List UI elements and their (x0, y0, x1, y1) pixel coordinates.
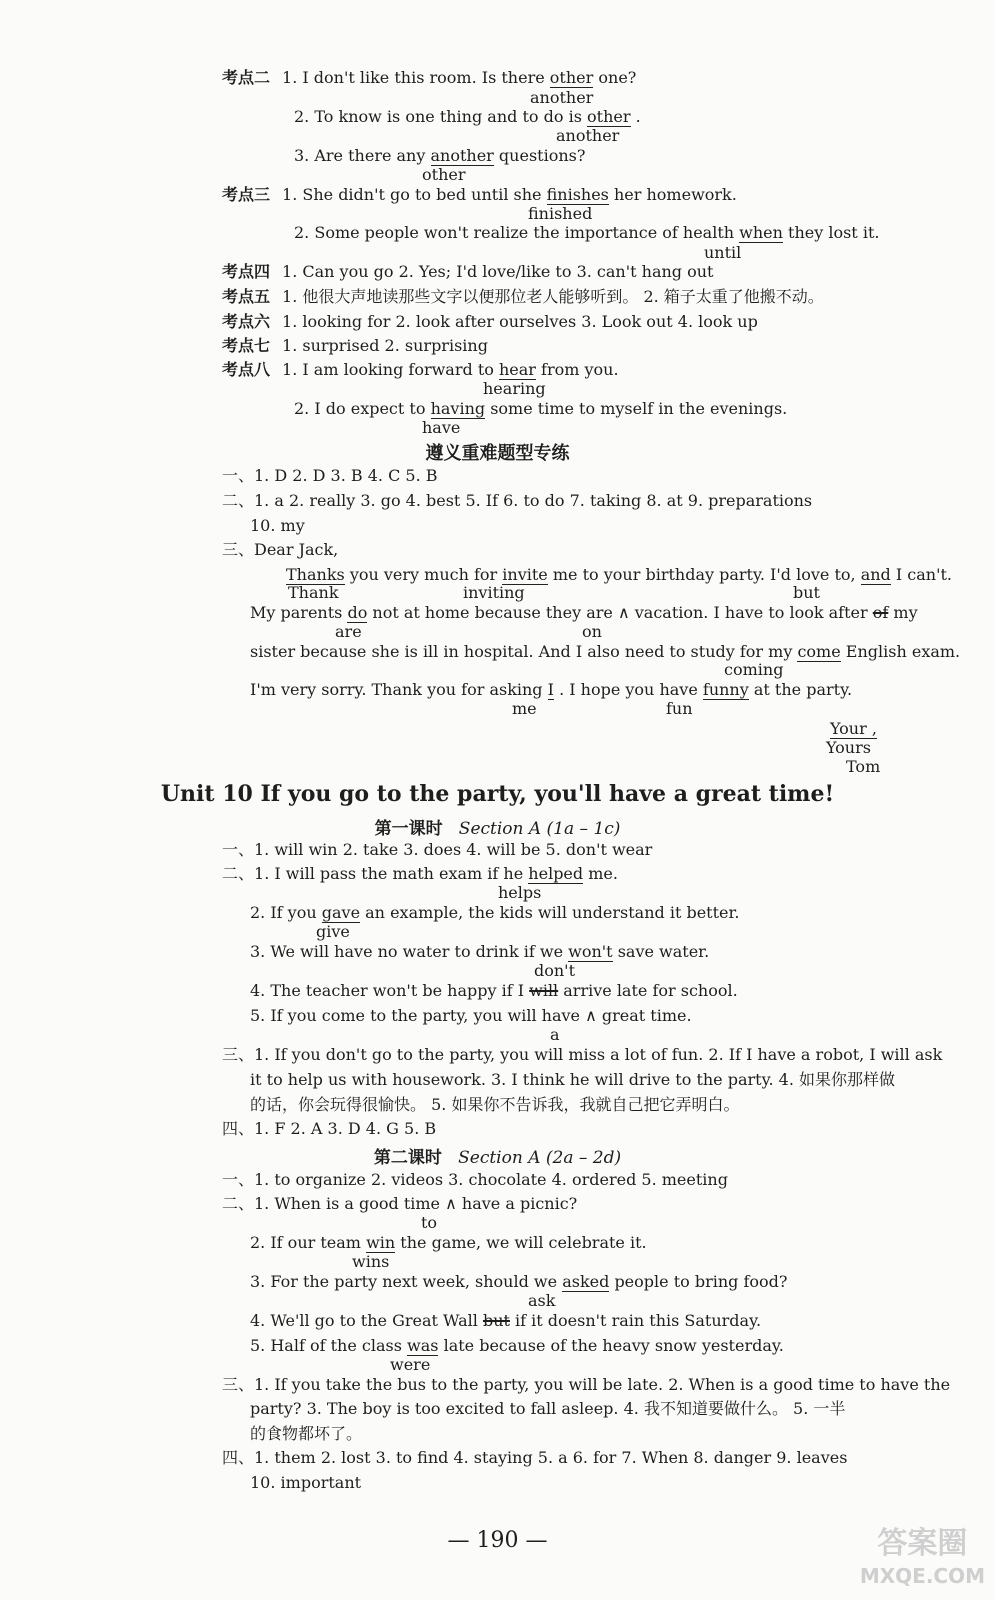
error-word: Your , (830, 719, 877, 738)
correction: another (556, 126, 620, 145)
lesson-2-title (0, 1143, 995, 1168)
sentence-text: 1. She didn't go to bed until she (282, 185, 542, 204)
correction: inviting (463, 583, 525, 602)
kp2-s3 (294, 146, 585, 166)
error-word: and (860, 565, 891, 584)
answers: 1. Can you go 2. Yes; I'd love/like to 3. can't hang out (282, 262, 714, 281)
sentence-text: people to bring food? (614, 1272, 788, 1291)
sentence-text: 3. We will have no water to drink if we (250, 942, 564, 961)
correction: helps (498, 883, 542, 902)
error-word: another (430, 146, 494, 165)
correction: are (335, 622, 362, 641)
l1-s3 (250, 942, 709, 962)
l2-p4: 四、1. them 2. lost 3. to find 4. staying 5. a 6. for 7. When 8. danger 9. leaves (222, 1448, 848, 1467)
correction: were (390, 1355, 431, 1374)
watermark-logo (860, 1528, 985, 1592)
sentence-text: some time to myself in the evenings. (490, 399, 788, 418)
letter-line-4 (250, 680, 852, 700)
watermark-text-bottom: MXQE.COM (859, 1564, 985, 1588)
letter-text: not at home because they are ∧ vacation. I have to look after (372, 603, 868, 622)
sentence-text: one? (598, 68, 637, 87)
answers: 1. looking for 2. look after ourselves 3. Look out 4. look up (282, 312, 758, 331)
lesson-number: 第一课时 (374, 819, 443, 839)
error-word: Thanks (286, 565, 345, 584)
sentence-text: 1. I will pass the math exam if he (254, 864, 524, 883)
kp5 (222, 287, 824, 307)
page-number: — 190 — (447, 1528, 548, 1553)
sentence-text: late because of the heavy snow yesterday. (443, 1336, 784, 1355)
kp3-s2 (294, 223, 879, 243)
error-word: was (407, 1336, 439, 1355)
l2-p3c: 的食物都坏了。 (250, 1424, 363, 1443)
sentence-text: 4. The teacher won't be happy if I (250, 981, 525, 1000)
letter-text: you very much for (349, 565, 498, 584)
zunyi-p2b: 10. my (250, 516, 305, 535)
sentence-text: 2. I do expect to (294, 399, 426, 418)
kp7 (222, 336, 488, 356)
kp7-label: 考点七 (222, 336, 271, 355)
sentence-text: 1. I don't like this room. Is there (282, 68, 545, 87)
correction: other (422, 165, 466, 184)
correction: don't (534, 961, 576, 980)
error-word: invite (502, 565, 548, 584)
kp4 (222, 262, 713, 282)
letter-closing (830, 720, 877, 738)
letter-text: English exam. (845, 642, 961, 661)
correction: coming (724, 660, 784, 679)
sentence-text: 3. For the party next week, should we (250, 1272, 558, 1291)
sentence-text: me. (588, 864, 618, 883)
kp3-s1 (222, 185, 737, 205)
sentence-text: arrive late for school. (563, 981, 738, 1000)
l2-p3b: party? 3. The boy is too excited to fall asleep. 4. 我不知道要做什么。 5. 一半 (250, 1399, 846, 1418)
l2-s4 (250, 1311, 761, 1331)
kp6-label: 考点六 (222, 312, 271, 331)
correction: but (793, 583, 820, 602)
letter-text: . I hope you have (559, 680, 698, 699)
sentence-text: 2. Some people won't realize the importance of health (294, 223, 735, 242)
l2-s2 (250, 1233, 647, 1253)
struck-word: will (529, 981, 559, 1000)
error-word: hear (498, 360, 536, 379)
section-title: 遵义重难题型专练 (425, 443, 570, 464)
error-word: other (549, 68, 594, 87)
letter-signature: Tom (846, 757, 881, 776)
kp8-s2 (294, 399, 787, 419)
l2-s3 (250, 1272, 788, 1292)
letter-text: My parents (250, 603, 343, 622)
sentence-text: questions? (498, 146, 586, 165)
zunyi-p2: 二、1. a 2. really 3. go 4. best 5. If 6. to do 7. taking 8. at 9. preparations (222, 491, 813, 510)
letter-text: me to your birthday party. I'd love to, (552, 565, 856, 584)
zunyi-p1: 一、1. D 2. D 3. B 4. C 5. B (222, 466, 438, 485)
sentence-text: the game, we will celebrate it. (400, 1233, 647, 1252)
sentence-text: save water. (617, 942, 710, 961)
correction: another (530, 88, 594, 107)
correction: to (421, 1213, 438, 1232)
l2-s1: 二、1. When is a good time ∧ have a picnic? (222, 1194, 578, 1213)
error-word: won't (568, 942, 613, 961)
kp6 (222, 312, 758, 332)
correction: Yours (826, 738, 871, 757)
struck-word: but (482, 1311, 510, 1330)
lesson-section: Section A (1a – 1c) (458, 819, 621, 839)
correction: give (316, 922, 350, 941)
error-word: gave (321, 903, 361, 922)
correction: me (512, 699, 537, 718)
kp8-s1 (222, 360, 619, 380)
sentence-text: her homework. (613, 185, 737, 204)
l2-p4b: 10. important (250, 1473, 362, 1492)
answers: 1. surprised 2. surprising (282, 336, 488, 355)
l1-s1 (222, 864, 618, 884)
sentence-text: 4. We'll go to the Great Wall (250, 1311, 478, 1330)
l1-p1: 一、1. will win 2. take 3. does 4. will be 5. don't wear (222, 840, 653, 859)
sentence-text: if it doesn't rain this Saturday. (515, 1311, 762, 1330)
error-word: having (430, 399, 486, 418)
l1-p4: 四、1. F 2. A 3. D 4. G 5. B (222, 1119, 437, 1138)
l1-s5: 5. If you come to the party, you will have ∧ great time. (250, 1006, 692, 1025)
struck-word: of (872, 603, 889, 622)
error-word: finishes (546, 185, 609, 204)
l1-p3a: 三、1. If you don't go to the party, you will miss a lot of fun. 2. If I have a robot, I will ask (222, 1045, 943, 1064)
sentence-text: 5. Half of the class (250, 1336, 402, 1355)
sentence-text: from you. (541, 360, 619, 379)
error-word: win (366, 1233, 396, 1252)
error-word: asked (562, 1272, 610, 1291)
sentence-text: 2. To know is one thing and to do is (294, 107, 582, 126)
correction: fun (666, 699, 693, 718)
error-word: come (797, 642, 841, 661)
sentence-text: an example, the kids will understand it better. (365, 903, 740, 922)
lesson-1-title (0, 814, 995, 839)
lesson-number: 第二课时 (373, 1148, 442, 1168)
letter-text: my (893, 603, 918, 622)
correction: finished (528, 204, 593, 223)
letter-text: at the party. (753, 680, 853, 699)
sentence-text: they lost it. (788, 223, 880, 242)
zunyi-p3-label: 三、Dear Jack, (222, 540, 339, 559)
kp4-label: 考点四 (222, 262, 271, 281)
l1-p3b: it to help us with housework. 3. I think he will drive to the party. 4. 如果你那样做 (250, 1070, 896, 1089)
unit-title: Unit 10 If you go to the party, you'll have a great time! (160, 781, 835, 807)
correction: have (422, 418, 461, 437)
sentence-text: . (635, 107, 641, 126)
l1-s2 (250, 903, 739, 923)
error-word: I (547, 680, 554, 699)
letter-line-2 (250, 603, 918, 623)
error-word: when (739, 223, 783, 242)
correction: until (704, 243, 742, 262)
l2-s5 (250, 1336, 784, 1356)
l1-s4 (250, 981, 738, 1001)
correction: a (550, 1025, 560, 1044)
sentence-text: 2. If you (250, 903, 317, 922)
l2-p3a: 三、1. If you take the bus to the party, you will be late. 2. When is a good time to have the (222, 1375, 951, 1394)
watermark-text-top: 答案圈 (877, 1526, 968, 1561)
correction: ask (528, 1291, 556, 1310)
letter-line-3 (250, 642, 960, 662)
sentence-text: 2. If our team (250, 1233, 361, 1252)
error-word: do (347, 603, 368, 622)
correction: hearing (483, 379, 546, 398)
letter-text: I can't. (895, 565, 952, 584)
sentence-text: 1. I am looking forward to (282, 360, 494, 379)
kp5-label: 考点五 (222, 287, 271, 306)
error-word: helped (528, 864, 584, 883)
answers: 1. 他很大声地读那些文字以便那位老人能够听到。 2. 箱子太重了他搬不动。 (282, 287, 824, 306)
letter-text: sister because she is ill in hospital. And I also need to study for my (250, 642, 793, 661)
correction: wins (352, 1252, 390, 1271)
sentence-text: 3. Are there any (294, 146, 426, 165)
part-label: 二、 (222, 864, 255, 883)
l2-p1: 一、1. to organize 2. videos 3. chocolate 4. ordered 5. meeting (222, 1170, 728, 1189)
kp8-label: 考点八 (222, 360, 271, 379)
kp2-s2 (294, 107, 641, 127)
error-word: other (587, 107, 631, 126)
l1-p3c: 的话，你会玩得很愉快。 5. 如果你不告诉我，我就自己把它弄明白。 (250, 1095, 740, 1114)
letter-line-1 (286, 565, 952, 585)
letter-text: I'm very sorry. Thank you for asking (250, 680, 543, 699)
kp2-label: 考点二 (222, 68, 271, 87)
correction: Thank (288, 583, 339, 602)
error-word: funny (702, 680, 749, 699)
kp3-label: 考点三 (222, 185, 271, 204)
kp2-s1 (222, 68, 636, 88)
lesson-section: Section A (2a – 2d) (458, 1148, 622, 1168)
correction: on (582, 622, 602, 641)
